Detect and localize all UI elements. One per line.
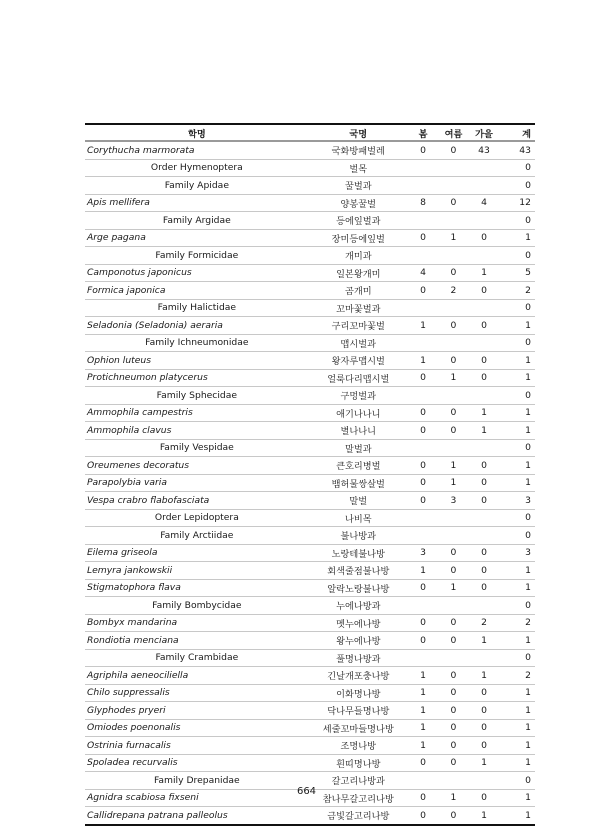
scientific-name-cell: Ammophila clavus bbox=[85, 422, 309, 440]
table-body bbox=[85, 141, 535, 825]
spring-count-cell: 1 bbox=[408, 684, 438, 702]
species-row bbox=[85, 702, 535, 720]
spring-count-cell: 1 bbox=[408, 352, 438, 370]
korean-name-cell: 긴날개포충나방 bbox=[309, 667, 408, 685]
header-spring: 봄 bbox=[418, 128, 428, 140]
korean-name-cell: 불나방과 bbox=[309, 527, 408, 545]
korean-name-cell: 꼬마꽃벌과 bbox=[309, 299, 408, 317]
spring-count-cell: 1 bbox=[408, 667, 438, 685]
species-row bbox=[85, 264, 535, 282]
taxon-row bbox=[85, 649, 535, 667]
korean-name-cell: 흰띠명나방 bbox=[309, 754, 408, 772]
autumn-count-cell: 0 bbox=[469, 684, 500, 702]
spring-count-cell: 1 bbox=[408, 719, 438, 737]
autumn-count-cell bbox=[469, 212, 500, 230]
spring-count-cell bbox=[408, 439, 438, 457]
summer-count-cell bbox=[438, 299, 468, 317]
summer-count-cell: 0 bbox=[438, 719, 468, 737]
autumn-count-cell: 0 bbox=[469, 544, 500, 562]
scientific-name-cell: Rondiotia menciana bbox=[85, 632, 309, 650]
autumn-count-cell: 0 bbox=[469, 789, 500, 807]
spring-count-cell: 1 bbox=[408, 702, 438, 720]
korean-name-cell: 노랑테불나방 bbox=[309, 544, 408, 562]
summer-count-cell: 1 bbox=[438, 579, 468, 597]
species-row bbox=[85, 352, 535, 370]
spring-count-cell: 0 bbox=[408, 492, 438, 510]
summer-count-cell: 1 bbox=[438, 369, 468, 387]
autumn-count-cell: 0 bbox=[469, 317, 500, 335]
spring-count-cell: 0 bbox=[408, 579, 438, 597]
total-count-cell: 1 bbox=[499, 317, 535, 335]
spring-count-cell: 0 bbox=[408, 754, 438, 772]
scientific-name-cell: Bombyx mandarina bbox=[85, 614, 309, 632]
total-count-cell: 0 bbox=[499, 772, 535, 790]
species-row bbox=[85, 684, 535, 702]
scientific-name-cell: Family Halictidae bbox=[85, 299, 309, 317]
species-row bbox=[85, 754, 535, 772]
scientific-name-cell: Vespa crabro flabofasciata bbox=[85, 492, 309, 510]
total-count-cell: 0 bbox=[499, 527, 535, 545]
autumn-count-cell: 43 bbox=[469, 141, 500, 159]
autumn-count-cell: 1 bbox=[469, 632, 500, 650]
scientific-name-cell: Ammophila campestris bbox=[85, 404, 309, 422]
scientific-name-cell: Stigmatophora flava bbox=[85, 579, 309, 597]
scientific-name-cell: Family Arctiidae bbox=[85, 527, 309, 545]
page-number: 664 bbox=[296, 786, 317, 797]
spring-count-cell: 1 bbox=[408, 562, 438, 580]
taxon-row bbox=[85, 334, 535, 352]
taxon-row bbox=[85, 527, 535, 545]
korean-name-cell: 나비목 bbox=[309, 509, 408, 527]
species-row bbox=[85, 614, 535, 632]
autumn-count-cell bbox=[469, 177, 500, 195]
scientific-name-cell: Order Hymenoptera bbox=[85, 159, 309, 177]
spring-count-cell bbox=[408, 159, 438, 177]
spring-count-cell: 0 bbox=[408, 229, 438, 247]
korean-name-cell: 금빛갈고리나방 bbox=[309, 807, 408, 825]
taxon-row bbox=[85, 387, 535, 405]
scientific-name-cell: Agnidra scabiosa fixseni bbox=[85, 789, 309, 807]
header-summer: 여름 bbox=[444, 128, 463, 140]
summer-count-cell: 0 bbox=[438, 614, 468, 632]
scientific-name-cell: Spoladea recurvalis bbox=[85, 754, 309, 772]
korean-name-cell: 큰호리병벌 bbox=[309, 457, 408, 475]
korean-name-cell: 구리꼬마꽃벌 bbox=[309, 317, 408, 335]
species-row bbox=[85, 317, 535, 335]
taxon-row bbox=[85, 177, 535, 195]
total-count-cell: 2 bbox=[499, 614, 535, 632]
scientific-name-cell: Corythucha marmorata bbox=[85, 141, 309, 159]
autumn-count-cell: 0 bbox=[469, 702, 500, 720]
total-count-cell: 1 bbox=[499, 684, 535, 702]
species-row bbox=[85, 544, 535, 562]
total-count-cell: 1 bbox=[499, 404, 535, 422]
species-row bbox=[85, 667, 535, 685]
species-row bbox=[85, 229, 535, 247]
autumn-count-cell bbox=[469, 159, 500, 177]
scientific-name-cell: Family Crambidae bbox=[85, 649, 309, 667]
korean-name-cell: 누에나방과 bbox=[309, 597, 408, 615]
autumn-count-cell bbox=[469, 649, 500, 667]
spring-count-cell: 3 bbox=[408, 544, 438, 562]
autumn-count-cell: 1 bbox=[469, 667, 500, 685]
korean-name-cell: 말벌 bbox=[309, 492, 408, 510]
scientific-name-cell: Chilo suppressalis bbox=[85, 684, 309, 702]
total-count-cell: 0 bbox=[499, 597, 535, 615]
taxon-row bbox=[85, 247, 535, 265]
total-count-cell: 3 bbox=[499, 492, 535, 510]
total-count-cell: 1 bbox=[499, 474, 535, 492]
summer-count-cell bbox=[438, 387, 468, 405]
header-autumn: 가을 bbox=[475, 128, 493, 140]
autumn-count-cell: 0 bbox=[469, 492, 500, 510]
scientific-name-cell: Agriphila aeneociliella bbox=[85, 667, 309, 685]
autumn-count-cell: 0 bbox=[469, 719, 500, 737]
total-count-cell: 0 bbox=[499, 387, 535, 405]
header-scientific-name: 학명 bbox=[187, 128, 206, 140]
summer-count-cell bbox=[438, 177, 468, 195]
summer-count-cell: 0 bbox=[438, 544, 468, 562]
autumn-count-cell: 0 bbox=[469, 229, 500, 247]
scientific-name-cell: Family Argidae bbox=[85, 212, 309, 230]
spring-count-cell: 1 bbox=[408, 317, 438, 335]
summer-count-cell: 2 bbox=[438, 282, 468, 300]
korean-name-cell: 일본왕개미 bbox=[309, 264, 408, 282]
korean-name-cell: 회색줄점불나방 bbox=[309, 562, 408, 580]
summer-count-cell: 0 bbox=[438, 264, 468, 282]
total-count-cell: 0 bbox=[499, 212, 535, 230]
summer-count-cell: 3 bbox=[438, 492, 468, 510]
spring-count-cell bbox=[408, 649, 438, 667]
autumn-count-cell: 1 bbox=[469, 264, 500, 282]
scientific-name-cell: Family Sphecidae bbox=[85, 387, 309, 405]
table-header-row bbox=[85, 124, 535, 141]
header-total: 계 bbox=[522, 128, 531, 140]
summer-count-cell: 0 bbox=[438, 404, 468, 422]
total-count-cell: 1 bbox=[499, 422, 535, 440]
summer-count-cell: 0 bbox=[438, 194, 468, 212]
total-count-cell: 12 bbox=[499, 194, 535, 212]
autumn-count-cell: 0 bbox=[469, 352, 500, 370]
spring-count-cell: 0 bbox=[408, 632, 438, 650]
summer-count-cell bbox=[438, 509, 468, 527]
autumn-count-cell: 0 bbox=[469, 579, 500, 597]
scientific-name-cell: Arge pagana bbox=[85, 229, 309, 247]
total-count-cell: 3 bbox=[499, 544, 535, 562]
autumn-count-cell: 4 bbox=[469, 194, 500, 212]
total-count-cell: 0 bbox=[499, 334, 535, 352]
taxon-row bbox=[85, 439, 535, 457]
total-count-cell: 0 bbox=[499, 509, 535, 527]
total-count-cell: 1 bbox=[499, 789, 535, 807]
spring-count-cell: 4 bbox=[408, 264, 438, 282]
summer-count-cell: 1 bbox=[438, 474, 468, 492]
spring-count-cell: 0 bbox=[408, 457, 438, 475]
korean-name-cell: 국화방패벌레 bbox=[309, 141, 408, 159]
total-count-cell: 0 bbox=[499, 247, 535, 265]
spring-count-cell bbox=[408, 247, 438, 265]
summer-count-cell bbox=[438, 159, 468, 177]
total-count-cell: 0 bbox=[499, 177, 535, 195]
korean-name-cell: 꿀벌과 bbox=[309, 177, 408, 195]
korean-name-cell: 세줄꼬마들명나방 bbox=[309, 719, 408, 737]
scientific-name-cell: Apis mellifera bbox=[85, 194, 309, 212]
total-count-cell: 0 bbox=[499, 439, 535, 457]
summer-count-cell bbox=[438, 212, 468, 230]
autumn-count-cell: 1 bbox=[469, 807, 500, 825]
scientific-name-cell: Family Bombycidae bbox=[85, 597, 309, 615]
summer-count-cell: 1 bbox=[438, 789, 468, 807]
autumn-count-cell: 1 bbox=[469, 754, 500, 772]
korean-name-cell: 얼룩다리맵시벌 bbox=[309, 369, 408, 387]
autumn-count-cell: 0 bbox=[469, 282, 500, 300]
korean-name-cell: 갈고리나방과 bbox=[309, 772, 408, 790]
spring-count-cell: 0 bbox=[408, 789, 438, 807]
total-count-cell: 43 bbox=[499, 141, 535, 159]
total-count-cell: 1 bbox=[499, 229, 535, 247]
scientific-name-cell: Order Lepidoptera bbox=[85, 509, 309, 527]
species-row bbox=[85, 141, 535, 159]
spring-count-cell: 0 bbox=[408, 404, 438, 422]
species-row bbox=[85, 404, 535, 422]
summer-count-cell: 0 bbox=[438, 352, 468, 370]
korean-name-cell: 곰개미 bbox=[309, 282, 408, 300]
species-row bbox=[85, 562, 535, 580]
summer-count-cell bbox=[438, 439, 468, 457]
korean-name-cell: 알락노랑불나방 bbox=[309, 579, 408, 597]
species-row bbox=[85, 737, 535, 755]
total-count-cell: 1 bbox=[499, 369, 535, 387]
autumn-count-cell: 0 bbox=[469, 474, 500, 492]
header-korean-name: 국명 bbox=[349, 128, 368, 140]
autumn-count-cell bbox=[469, 527, 500, 545]
autumn-count-cell bbox=[469, 299, 500, 317]
summer-count-cell: 0 bbox=[438, 702, 468, 720]
species-row bbox=[85, 457, 535, 475]
total-count-cell: 1 bbox=[499, 579, 535, 597]
korean-name-cell: 닥나무들명나방 bbox=[309, 702, 408, 720]
scientific-name-cell: Family Ichneumonidae bbox=[85, 334, 309, 352]
total-count-cell: 1 bbox=[499, 562, 535, 580]
scientific-name-cell: Ophion luteus bbox=[85, 352, 309, 370]
summer-count-cell: 0 bbox=[438, 754, 468, 772]
autumn-count-cell bbox=[469, 597, 500, 615]
spring-count-cell bbox=[408, 509, 438, 527]
summer-count-cell: 0 bbox=[438, 737, 468, 755]
spring-count-cell: 0 bbox=[408, 282, 438, 300]
total-count-cell: 0 bbox=[499, 159, 535, 177]
summer-count-cell: 0 bbox=[438, 684, 468, 702]
total-count-cell: 1 bbox=[499, 807, 535, 825]
species-row bbox=[85, 719, 535, 737]
korean-name-cell: 왕자루맵시벌 bbox=[309, 352, 408, 370]
spring-count-cell: 0 bbox=[408, 614, 438, 632]
scientific-name-cell: Eilema griseola bbox=[85, 544, 309, 562]
korean-name-cell: 양봉꿀벌 bbox=[309, 194, 408, 212]
scientific-name-cell: Family Drepanidae bbox=[85, 772, 309, 790]
total-count-cell: 1 bbox=[499, 702, 535, 720]
scientific-name-cell: Family Formicidae bbox=[85, 247, 309, 265]
korean-name-cell: 벌목 bbox=[309, 159, 408, 177]
species-row bbox=[85, 369, 535, 387]
summer-count-cell bbox=[438, 247, 468, 265]
total-count-cell: 5 bbox=[499, 264, 535, 282]
total-count-cell: 2 bbox=[499, 282, 535, 300]
autumn-count-cell: 0 bbox=[469, 737, 500, 755]
summer-count-cell: 0 bbox=[438, 422, 468, 440]
korean-name-cell: 왕누에나방 bbox=[309, 632, 408, 650]
scientific-name-cell: Seladonia (Seladonia) aeraria bbox=[85, 317, 309, 335]
spring-count-cell bbox=[408, 177, 438, 195]
total-count-cell: 1 bbox=[499, 352, 535, 370]
autumn-count-cell: 0 bbox=[469, 457, 500, 475]
species-row bbox=[85, 422, 535, 440]
korean-name-cell: 풀명나방과 bbox=[309, 649, 408, 667]
species-row bbox=[85, 194, 535, 212]
spring-count-cell bbox=[408, 299, 438, 317]
total-count-cell: 1 bbox=[499, 737, 535, 755]
summer-count-cell: 0 bbox=[438, 562, 468, 580]
total-count-cell: 0 bbox=[499, 649, 535, 667]
summer-count-cell bbox=[438, 334, 468, 352]
spring-count-cell: 8 bbox=[408, 194, 438, 212]
spring-count-cell: 0 bbox=[408, 369, 438, 387]
summer-count-cell: 0 bbox=[438, 632, 468, 650]
scientific-name-cell: Parapolybia varia bbox=[85, 474, 309, 492]
spring-count-cell: 0 bbox=[408, 422, 438, 440]
korean-name-cell: 구멍벌과 bbox=[309, 387, 408, 405]
korean-name-cell: 조명나방 bbox=[309, 737, 408, 755]
species-table-container bbox=[85, 123, 535, 826]
korean-name-cell: 참나무갈고리나방 bbox=[309, 789, 408, 807]
total-count-cell: 0 bbox=[499, 299, 535, 317]
taxon-row bbox=[85, 159, 535, 177]
scientific-name-cell: Callidrepana patrana palleolus bbox=[85, 807, 309, 825]
scientific-name-cell: Family Apidae bbox=[85, 177, 309, 195]
total-count-cell: 1 bbox=[499, 754, 535, 772]
korean-name-cell: 이화명나방 bbox=[309, 684, 408, 702]
summer-count-cell: 0 bbox=[438, 667, 468, 685]
total-count-cell: 1 bbox=[499, 457, 535, 475]
spring-count-cell bbox=[408, 334, 438, 352]
taxon-row bbox=[85, 597, 535, 615]
scientific-name-cell: Omiodes poenonalis bbox=[85, 719, 309, 737]
korean-name-cell: 등에잎벌과 bbox=[309, 212, 408, 230]
species-row bbox=[85, 632, 535, 650]
scientific-name-cell: Ostrinia furnacalis bbox=[85, 737, 309, 755]
autumn-count-cell: 1 bbox=[469, 404, 500, 422]
summer-count-cell: 0 bbox=[438, 141, 468, 159]
summer-count-cell: 1 bbox=[438, 457, 468, 475]
summer-count-cell: 1 bbox=[438, 229, 468, 247]
taxon-row bbox=[85, 212, 535, 230]
korean-name-cell: 뱀허물쌍살벌 bbox=[309, 474, 408, 492]
summer-count-cell: 0 bbox=[438, 317, 468, 335]
korean-name-cell: 애기나나니 bbox=[309, 404, 408, 422]
autumn-count-cell: 1 bbox=[469, 422, 500, 440]
scientific-name-cell: Glyphodes pryeri bbox=[85, 702, 309, 720]
summer-count-cell: 0 bbox=[438, 807, 468, 825]
autumn-count-cell: 0 bbox=[469, 369, 500, 387]
autumn-count-cell: 0 bbox=[469, 562, 500, 580]
species-row bbox=[85, 474, 535, 492]
taxon-row bbox=[85, 509, 535, 527]
spring-count-cell bbox=[408, 212, 438, 230]
spring-count-cell bbox=[408, 597, 438, 615]
korean-name-cell: 말벌과 bbox=[309, 439, 408, 457]
autumn-count-cell bbox=[469, 247, 500, 265]
autumn-count-cell: 2 bbox=[469, 614, 500, 632]
spring-count-cell bbox=[408, 527, 438, 545]
species-table bbox=[85, 123, 535, 826]
total-count-cell: 2 bbox=[499, 667, 535, 685]
total-count-cell: 1 bbox=[499, 719, 535, 737]
autumn-count-cell bbox=[469, 439, 500, 457]
autumn-count-cell bbox=[469, 509, 500, 527]
scientific-name-cell: Protichneumon platycerus bbox=[85, 369, 309, 387]
scientific-name-cell: Formica japonica bbox=[85, 282, 309, 300]
autumn-count-cell bbox=[469, 334, 500, 352]
summer-count-cell bbox=[438, 649, 468, 667]
autumn-count-cell bbox=[469, 387, 500, 405]
scientific-name-cell: Family Vespidae bbox=[85, 439, 309, 457]
summer-count-cell bbox=[438, 597, 468, 615]
species-row bbox=[85, 807, 535, 825]
total-count-cell: 1 bbox=[499, 632, 535, 650]
species-row bbox=[85, 282, 535, 300]
korean-name-cell: 별나나니 bbox=[309, 422, 408, 440]
taxon-row bbox=[85, 299, 535, 317]
species-row bbox=[85, 579, 535, 597]
scientific-name-cell: Lemyra jankowskii bbox=[85, 562, 309, 580]
summer-count-cell bbox=[438, 527, 468, 545]
spring-count-cell: 0 bbox=[408, 807, 438, 825]
korean-name-cell: 멧누에나방 bbox=[309, 614, 408, 632]
spring-count-cell: 0 bbox=[408, 141, 438, 159]
scientific-name-cell: Oreumenes decoratus bbox=[85, 457, 309, 475]
species-row bbox=[85, 492, 535, 510]
korean-name-cell: 장미등에잎벌 bbox=[309, 229, 408, 247]
spring-count-cell bbox=[408, 387, 438, 405]
korean-name-cell: 개미과 bbox=[309, 247, 408, 265]
spring-count-cell: 0 bbox=[408, 474, 438, 492]
spring-count-cell: 1 bbox=[408, 737, 438, 755]
scientific-name-cell: Camponotus japonicus bbox=[85, 264, 309, 282]
korean-name-cell: 맵시벌과 bbox=[309, 334, 408, 352]
